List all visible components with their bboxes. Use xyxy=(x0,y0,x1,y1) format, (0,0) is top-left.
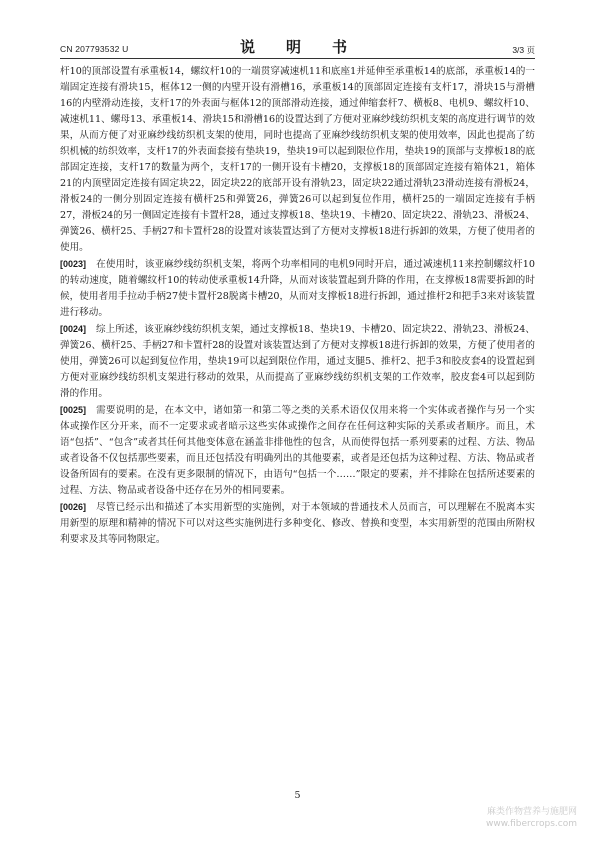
site-watermark xyxy=(486,806,577,830)
paragraph-0026 xyxy=(60,499,535,548)
document-body xyxy=(60,64,535,548)
document-title: 说 明 书 xyxy=(239,38,355,56)
paragraph-number: [0025] xyxy=(60,405,87,415)
watermark-url: www.fibercrops.com xyxy=(486,819,577,829)
page-number: 5 xyxy=(294,790,301,801)
paragraph-text: 尽管已经示出和描述了本实用新型的实施例，对于本领域的普通技术人员而言，可以理解在不脱离本实用新型的原理和精神的情况下可以对这些实施例进行多种变化、修改、替换和变型，本实用新型的范围由所附权利要求及其等同物限定。 xyxy=(60,502,535,545)
watermark-title: 麻类作物营养与施肥网 xyxy=(486,807,577,817)
paragraph-0024 xyxy=(60,321,535,402)
paragraph-0025 xyxy=(60,402,535,499)
paragraph-continuation xyxy=(60,64,535,256)
patent-number: CN 207793532 U xyxy=(60,44,129,54)
page-header xyxy=(60,36,535,56)
paragraph-text: 综上所述，该亚麻纱线纺织机支架，通过支撑板18、垫块19、卡槽20、固定块22、滑轨23、滑板24、弹簧26、横杆25、手柄27和卡置杆28的设置对该装置达到了方便对支撑板18进行拆卸的效果，方便了使用者的使用，弹簧26可以起到复位作用，垫块19可以起到限位作用，通过支腿5、推杆2、把手3和胶皮套4的设置起到方便对亚麻纱线纺织机支架进行移动的效果，从而提高了亚麻纱线纺织机支架的工作效率，胶皮套4可以起到防滑的作用。 xyxy=(60,324,535,399)
paragraph-number: [0024] xyxy=(60,324,87,334)
page-info: 3/3 页 xyxy=(512,45,535,55)
header-divider xyxy=(60,58,535,59)
paragraph-0023 xyxy=(60,256,535,321)
paragraph-number: [0026] xyxy=(60,502,87,512)
paragraph-text: 需要说明的是，在本文中，诸如第一和第二等之类的关系术语仅仅用来将一个实体或者操作与另一个实体或操作区分开来，而不一定要求或者暗示这些实体或操作之间存在任何这种实际的关系或者顺序。而且，术语“包括”、“包含”或者其任何其他变体意在涵盖非排他性的包含，从而使得包括一系列要素的过程、方法、物品或者设备不仅包括那些要素，而且还包括没有明确列出的其他要素，或者是还包括为这种过程、方法、物品或者设备所固有的要素。在没有更多限制的情况下，由语句“包括一个……”限定的要素，并不排除在包括所述要素的过程、方法、物品或者设备中还存在另外的相同要素。 xyxy=(60,405,535,496)
paragraph-text: 在使用时，该亚麻纱线纺织机支架，将两个功率相同的电机9同时开启，通过减速机11来控制螺纹杆10的转动速度，随着螺纹杆10的转动使承重板14升降，从而对该装置起到升降的作用，在支撑板18需要拆卸的时候，使用者用手拉动手柄27使卡置杆28脱离卡槽20，从而对支撑板18进行拆卸，通过推杆2和把手3来对该装置进行移动。 xyxy=(60,259,535,318)
paragraph-text: 杆10的顶部设置有承重板14，螺纹杆10的一端贯穿减速机11和底座1并延伸至承重板14的底部，承重板14的一端固定连接有滑块15，框体12一侧的内壁开设有滑槽16，承重板14的顶部固定连接有支杆17，滑块15与滑槽16的内壁滑动连接，支杆17的外表面与框体12的顶部滑动连接，通过伸缩套杆7、横板8、电机9、螺纹杆10、减速机11、螺母13、承重板14、滑块15和滑槽16的设置达到了方便对亚麻纱线纺织机支架的高度进行调节的效果，从而方便了对亚麻纱线纺织机支架的使用，同时也提高了亚麻纱线纺织机支架的使用效率，因此也提高了纺织机械的纺织效率，支杆17的外表面套接有垫块19，垫块19可以起到限位作用，垫块19的顶部与支撑板18的底部固定连接，支杆17的数量为两个，支杆17的一侧开设有卡槽20，支撑板18的顶部固定连接有箱体21，箱体21的内顶壁固定连接有固定块22，固定块22的底部开设有滑轨23，固定块22通过滑轨23滑动连接有滑板24，滑板24的一侧分别固定连接有横杆25和弹簧26，弹簧26可以起到复位作用，横杆25的一端固定连接有手柄27，滑板24的另一侧固定连接有卡置杆28，通过支撑板18、垫块19、卡槽20、固定块22、滑轨23、滑板24、弹簧26、横杆25、手柄27和卡置杆28的设置对该装置达到了方便对支撑板18进行拆卸的效果，方便了使用者的使用。 xyxy=(60,66,535,253)
paragraph-number: [0023] xyxy=(60,259,87,269)
